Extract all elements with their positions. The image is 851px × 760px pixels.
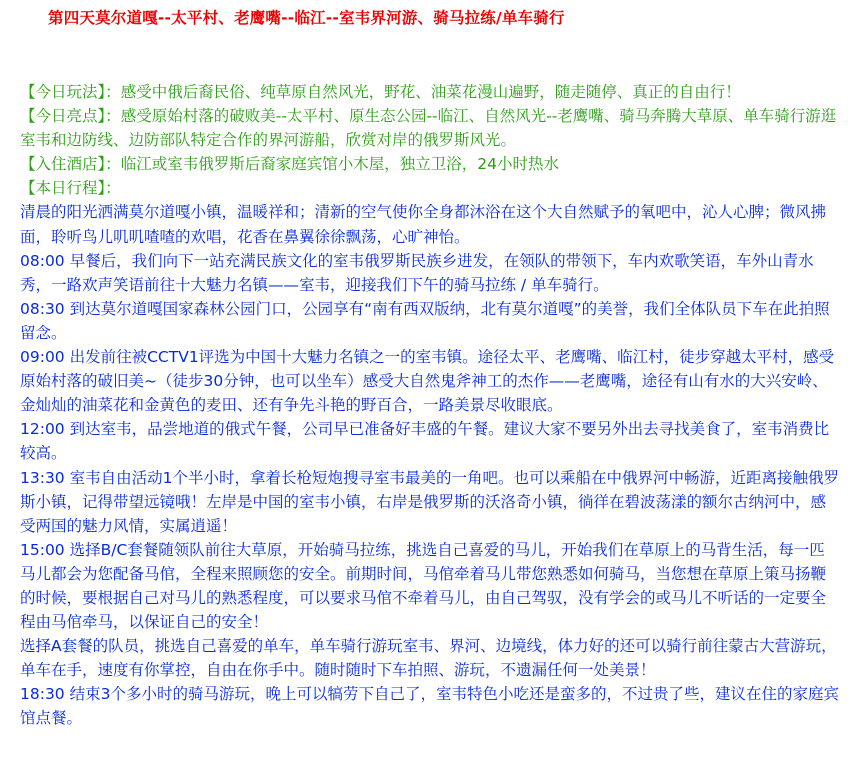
- itinerary-1330: 13:30 室韦自由活动1个半小时，拿着长枪短炮搜寻室韦最美的一角吧。也可以乘船在中俄界河中畅游，近距离接触俄罗斯小镇，记得带望远镜哦！左岸是中国的室韦小镇，右岸是俄罗斯的沃洛奇小镇，徜徉在碧波荡漾的额尔古纳河中，感受两国的魅力风情，实属逍遥！: [20, 468, 839, 535]
- itinerary-1200: 12:00 到达室韦，品尝地道的俄式午餐，公司早已准备好丰盛的午餐。建议大家不要另外出去寻找美食了，室韦消费比较高。: [20, 420, 830, 463]
- itinerary-1830: 18:30 结束3个多小时的骑马游玩，晚上可以犒劳下自己了，室韦特色小吃还是蛮多的，不过贵了些，建议在住的家庭宾馆点餐。: [20, 685, 839, 728]
- itinerary-0900: 09:00 出发前往被CCTV1评选为中国十大魅力名镇之一的室韦镇。途径太平、老鹰嘴、临江村，徒步穿越太平村，感受原始村落的破旧美~（徒步30分钟，也可以坐车）感受大自然鬼斧神工的杰作——老鹰嘴，途径有山有水的大兴安岭、金灿灿的油菜花和金黄色的麦田、还有争先斗艳的野百合，一路美景尽收眼底。: [20, 348, 835, 415]
- itinerary-0800: 08:00 早餐后，我们向下一站充满民族文化的室韦俄罗斯民族乡进发，在领队的带领下，车内欢歌笑语，车外山青水秀，一路欢声笑语前往十大魅力名镇——室韦，迎接我们下午的骑马拉练 / 单车骑行。: [20, 251, 814, 294]
- highlight-schedule-heading: 【本日行程】：: [20, 179, 121, 198]
- itinerary-option-a: 选择A套餐的队员，挑选自己喜爱的单车，单车骑行游玩室韦、界河、边境线，体力好的还可以骑行前往蒙古大营游玩，单车在手，速度有你掌控，自由在你手中。随时随时下车拍照、游玩，不遗漏任何一处美景！: [20, 637, 837, 680]
- highlight-play-style: 【今日玩法】：感受中俄后裔民俗、纯草原自然风光，野花、油菜花漫山遍野，随走随停、真正的自由行！: [20, 83, 741, 101]
- highlight-today-points: 【今日亮点】：感受原始村落的破败美--太平村、原生态公园--临江、自然风光--老鹰嘴、骑马奔腾大草原、单车骑行游逛室韦和边防线、边防部队特定合作的界河游船，欣赏对岸的俄罗斯风光。: [20, 107, 837, 150]
- itinerary-0830: 08:30 到达莫尔道嘎国家森林公园门口，公园享有“南有西双版纳，北有莫尔道嘎”的美誉，我们全体队员下车在此拍照留念。: [20, 299, 830, 342]
- day-title: 第四天莫尔道嘎--太平村、老鹰嘴--临江--室韦界河游、骑马拉练/单车骑行: [48, 9, 565, 27]
- highlight-hotel: 【入住酒店】：临江或室韦俄罗斯后裔家庭宾馆小木屋，独立卫浴，24小时热水: [20, 155, 559, 174]
- itinerary-1500: 15:00 选择B/C套餐随领队前往大草原，开始骑马拉练，挑选自己喜爱的马儿，开始我们在草原上的马背生活，每一匹马儿都会为您配备马倌，全程来照顾您的安全。前期时间，马倌牵着马儿带您熟悉如何骑马，当您想在草原上策马扬鞭的时候，要根据自己对马儿的熟悉程度，可以要求马倌不牵着马儿，由自己驾驭，没有学会的或马儿不听话的一定要全程由马倌牵马，以保证自己的安全！: [20, 540, 827, 632]
- day-content: [20, 80, 840, 731]
- itinerary-morning: 清晨的阳光洒满莫尔道嘎小镇，温暖祥和；清新的空气使你全身都沐浴在这个大自然赋予的氧吧中，沁人心脾；微风拂面，聆听鸟儿叽叽喳喳的欢唱，花香在鼻翼徐徐飘荡，心旷神怡。: [20, 203, 827, 246]
